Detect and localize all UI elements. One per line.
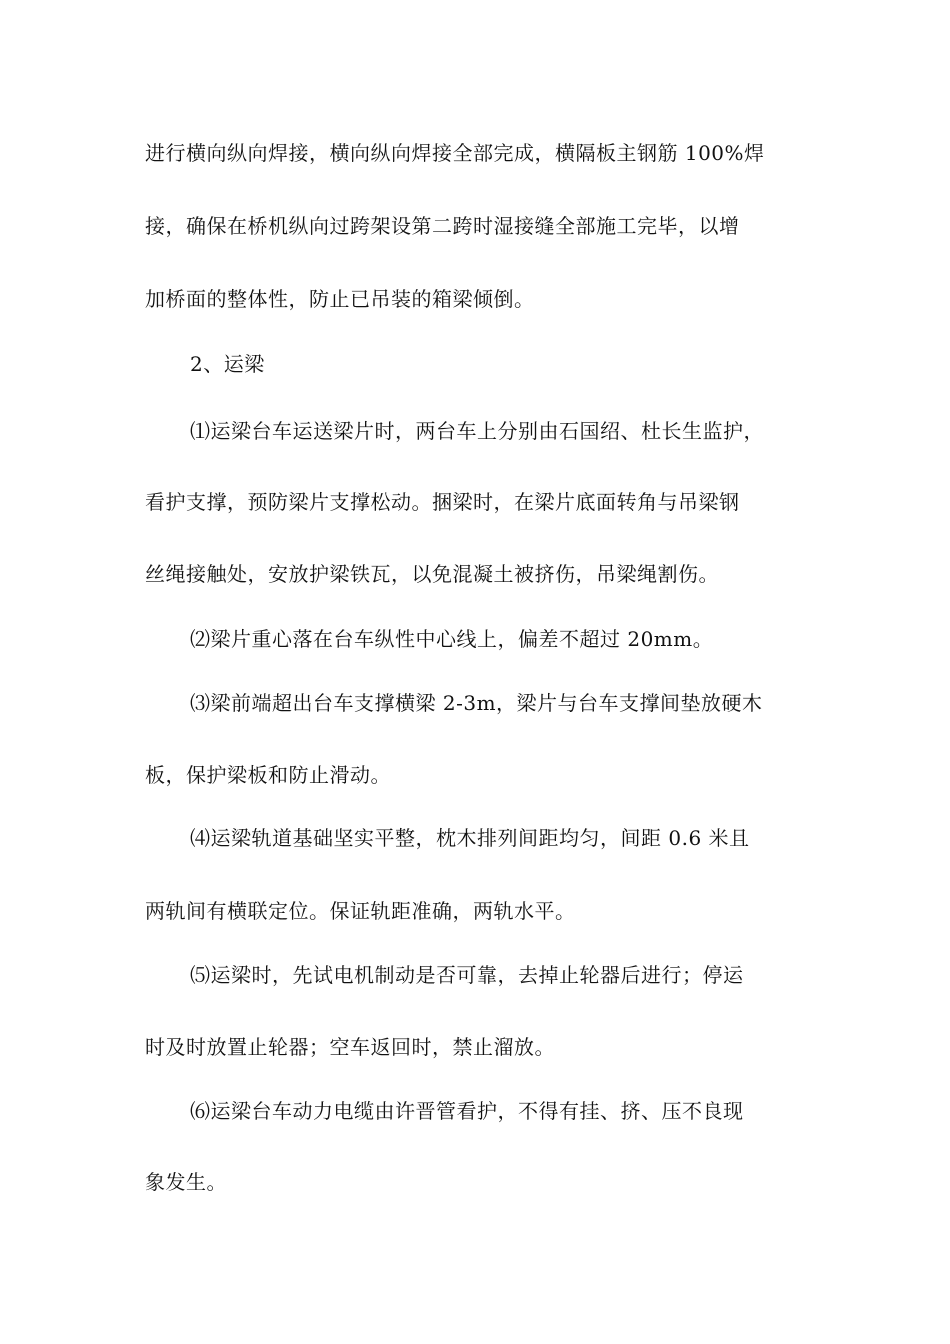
paragraph-line-2: 接，确保在桥机纵向过跨架设第二跨时湿接缝全部施工完毕，以增 (145, 214, 740, 238)
section-heading: 2、运梁 (190, 352, 265, 376)
paragraph-line-12: 两轨间有横联定位。保证轨距准确，两轨水平。 (145, 899, 576, 923)
paragraph-line-14: 时及时放置止轮器；空车返回时，禁止溜放。 (145, 1035, 555, 1059)
paragraph-line-3: 加桥面的整体性，防止已吊装的箱梁倾倒。 (145, 287, 535, 311)
paragraph-line-15: ⑹运梁台车动力电缆由许晋管看护，不得有挂、挤、压不良现 (190, 1099, 744, 1123)
paragraph-line-5: ⑴运梁台车运送梁片时，两台车上分别由石国绍、杜长生监护， (190, 419, 764, 443)
paragraph-line-9: ⑶梁前端超出台车支撑横梁 2-3m，梁片与台车支撑间垫放硬木 (190, 691, 763, 715)
paragraph-line-8: ⑵梁片重心落在台车纵性中心线上，偏差不超过 20mm。 (190, 627, 714, 651)
paragraph-line-11: ⑷运梁轨道基础坚实平整，枕木排列间距均匀，间距 0.6 米且 (190, 826, 750, 850)
paragraph-line-13: ⑸运梁时，先试电机制动是否可靠，去掉止轮器后进行；停运 (190, 963, 744, 987)
paragraph-line-16: 象发生。 (145, 1170, 227, 1194)
paragraph-line-7: 丝绳接触处，安放护梁铁瓦，以免混凝土被挤伤，吊梁绳割伤。 (145, 562, 719, 586)
paragraph-line-6: 看护支撑，预防梁片支撑松动。捆梁时，在梁片底面转角与吊梁钢 (145, 490, 740, 514)
paragraph-line-10: 板，保护梁板和防止滑动。 (145, 763, 391, 787)
paragraph-line-1: 进行横向纵向焊接，横向纵向焊接全部完成，横隔板主钢筋 100%焊 (145, 141, 765, 165)
